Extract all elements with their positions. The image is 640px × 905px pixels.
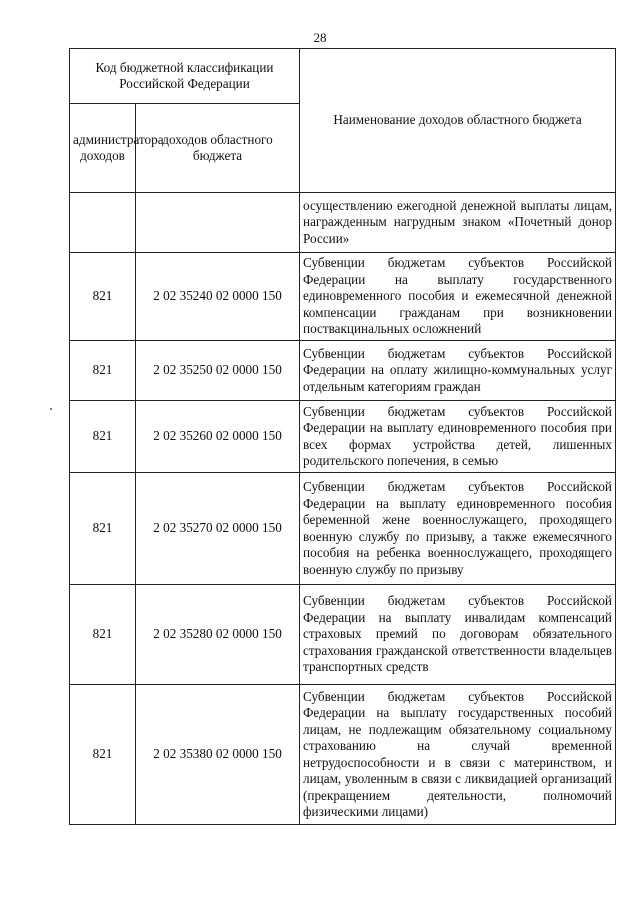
table-row <box>70 401 616 473</box>
admin-code-cell: 821 <box>70 253 136 341</box>
revenue-name-cell: осуществлению ежегодной денежной выплаты лицам, награжденным нагрудным знаком «Почетный донор России» <box>300 193 616 253</box>
revenue-code-cell <box>136 193 300 253</box>
admin-code-cell <box>70 193 136 253</box>
revenue-code-cell: 2 02 35260 02 0000 150 <box>136 401 300 473</box>
scan-speck <box>50 408 52 410</box>
admin-code-cell: 821 <box>70 685 136 825</box>
revenue-name-cell: Субвенции бюджетам субъектов Российской Федерации на выплату единовременного пособия беременной жене военнослужащего, проходящего военную службу по призыву, а также ежемесячного пособия на ребенка военнослужащего, проходящего военную службу по призыву <box>300 473 616 585</box>
revenue-code-cell: 2 02 35380 02 0000 150 <box>136 685 300 825</box>
revenue-code-cell: 2 02 35270 02 0000 150 <box>136 473 300 585</box>
budget-classification-table <box>69 48 616 825</box>
header-row-1 <box>70 49 616 104</box>
table-row <box>70 193 616 253</box>
header-revenue-code: доходов областного бюджета <box>136 104 300 193</box>
table-row <box>70 253 616 341</box>
revenue-name-cell: Субвенции бюджетам субъектов Российской Федерации на выплату единовременного пособия при всех формах устройства детей, лишенных родительского попечения, в семью <box>300 401 616 473</box>
table-row <box>70 341 616 401</box>
admin-code-cell: 821 <box>70 401 136 473</box>
table-row <box>70 473 616 585</box>
admin-code-cell: 821 <box>70 473 136 585</box>
revenue-code-cell: 2 02 35250 02 0000 150 <box>136 341 300 401</box>
table-row <box>70 685 616 825</box>
admin-code-cell: 821 <box>70 585 136 685</box>
revenue-name-cell: Субвенции бюджетам субъектов Российской Федерации на оплату жилищно-коммунальных услуг отдельным категориям граждан <box>300 341 616 401</box>
revenue-name-cell: Субвенции бюджетам субъектов Российской Федерации на выплату инвалидам компенсаций страховых премий по договорам обязательного страхования гражданской ответственности владельцев транспортных средств <box>300 585 616 685</box>
header-budget-classification-code: Код бюджетной классификации Российской Федерации <box>70 49 300 104</box>
revenue-name-cell: Субвенции бюджетам субъектов Российской Федерации на выплату государственных пособий лицам, не подлежащим обязательному социальному страхованию на случай временной нетрудоспособности и в связи с материнством, и лицам, уволенным в связи с ликвидацией организаций (прекращением деятельности, полномочий физическими лицами) <box>300 685 616 825</box>
header-revenue-name: Наименование доходов областного бюджета <box>300 49 616 193</box>
page-number: 28 <box>313 30 327 45</box>
admin-code-cell: 821 <box>70 341 136 401</box>
table-row <box>70 585 616 685</box>
revenue-code-cell: 2 02 35240 02 0000 150 <box>136 253 300 341</box>
revenue-name-cell: Субвенции бюджетам субъектов Российской Федерации на выплату государственного единовременного пособия и ежемесячной денежной компенсации гражданам при возникновении поствакцинальных осложнений <box>300 253 616 341</box>
revenue-code-cell: 2 02 35280 02 0000 150 <box>136 585 300 685</box>
header-administrator: администратора доходов <box>70 104 136 193</box>
